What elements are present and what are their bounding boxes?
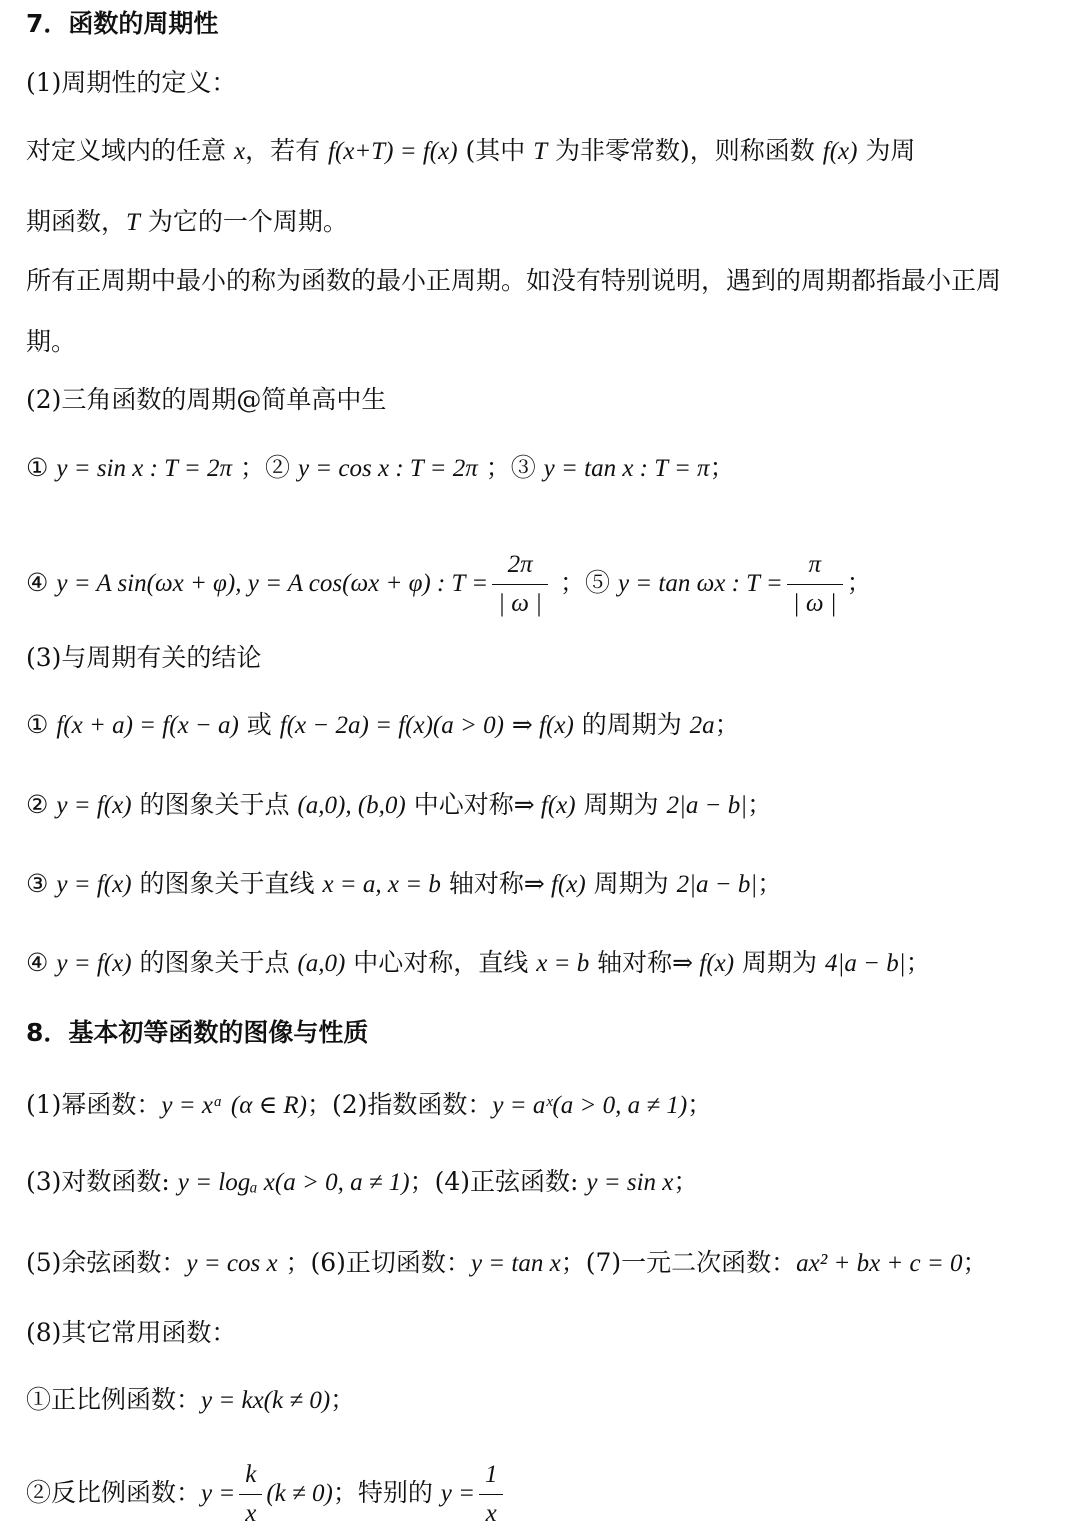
text-run: ②反比例函数：	[26, 1478, 202, 1507]
text-run: ；	[905, 948, 931, 977]
text-run: ；	[714, 710, 740, 739]
math-formula: (a,0), (b,0)	[297, 792, 406, 819]
math-formula: (k ≠ 0)	[266, 1480, 333, 1507]
text-run: 所有正周期中最小的称为函数的最小正周期。如没有特别说明，遇到的周期都指最小正周	[26, 266, 1002, 295]
fraction-denominator: x	[239, 1494, 262, 1531]
text-run: 期函数，	[26, 207, 127, 236]
text-run: 周期为	[575, 790, 667, 819]
text-run: ；③	[477, 453, 544, 482]
text-run: 的周期为	[573, 710, 690, 739]
text-run	[504, 710, 512, 739]
math-formula: 2|a − b|	[666, 792, 748, 819]
text-run: (8)其它常用函数：	[26, 1318, 237, 1347]
fraction-denominator: x	[479, 1494, 504, 1531]
fraction	[787, 548, 843, 621]
periodicity-definition-text-cont	[26, 205, 348, 240]
text-run: 对定义域内的任意	[26, 136, 234, 165]
math-formula: y = f(x)	[56, 950, 132, 977]
text-run: (1)幂函数：	[26, 1090, 162, 1119]
math-formula: y = cos x	[186, 1250, 278, 1277]
text-run: 周期为	[734, 948, 825, 977]
text-run: ①	[26, 710, 57, 739]
other-common-functions-title	[26, 1316, 236, 1350]
math-formula: y = aˣ(a > 0, a ≠ 1)	[492, 1092, 688, 1119]
text-run: ；	[747, 790, 773, 819]
inverse-proportion-function	[26, 1458, 507, 1531]
cos-tan-quadratic-functions	[26, 1246, 988, 1281]
text-run: 为非零常数)，则称函数	[547, 136, 823, 165]
text-run: ；	[757, 869, 783, 898]
fraction-numerator: 2π	[507, 551, 533, 578]
fraction-numerator: π	[808, 551, 821, 578]
math-formula: y = sin x	[586, 1169, 674, 1196]
fraction-denominator: | ω |	[492, 584, 548, 621]
math-formula: (a,0)	[297, 950, 346, 977]
fraction	[479, 1458, 504, 1531]
trig-period-items-1-3	[26, 451, 735, 486]
text-run: 或	[238, 710, 280, 739]
periodicity-definition-title	[26, 66, 236, 100]
period-conclusion-3	[26, 867, 782, 902]
math-formula: f(x − 2a) = f(x)(a > 0)	[279, 712, 504, 739]
text-run: 的图象关于点	[131, 790, 298, 819]
log-sine-functions	[26, 1165, 698, 1200]
text-run: (2)三角函数的周期@简单高中生	[26, 385, 387, 414]
text-run: ；	[330, 1385, 356, 1414]
math-formula: ⇒ f(x)	[513, 792, 576, 819]
text-run: ；(2)指数函数：	[306, 1090, 493, 1119]
math-formula: 2a	[689, 712, 715, 739]
text-run: 周期为	[585, 869, 677, 898]
text-run: ①	[26, 453, 57, 482]
math-formula: y = cos x : T = 2π	[297, 455, 478, 482]
text-run: (3)对数函数:	[26, 1167, 178, 1196]
math-formula: x = a, x = b	[322, 871, 441, 898]
text-run: ；	[673, 1167, 699, 1196]
text-run: ；	[962, 1248, 988, 1277]
math-formula: ⇒ f(x)	[511, 712, 574, 739]
period-conclusions-title	[26, 641, 261, 675]
text-run: 的图象关于直线	[131, 869, 323, 898]
math-formula: y = xᵅ	[161, 1092, 223, 1119]
minimum-period-text	[26, 264, 1001, 298]
text-run: ④	[26, 568, 57, 597]
trig-period-items-4-5	[26, 548, 872, 621]
fraction-numerator: 1	[484, 1461, 498, 1488]
text-run: ②	[26, 790, 57, 819]
text-run	[223, 1090, 231, 1119]
text-run: ；	[846, 568, 872, 597]
math-formula: y = f(x)	[56, 792, 132, 819]
text-run: (1)周期性的定义：	[26, 68, 237, 97]
math-formula: ⇒ f(x)	[523, 871, 586, 898]
periodicity-definition-text	[26, 134, 915, 169]
math-formula: y =	[201, 1480, 236, 1507]
text-run: 期。	[26, 327, 77, 356]
text-run: ；特别的	[332, 1478, 441, 1507]
text-run: 为周	[857, 136, 916, 165]
text-run: 中心对称	[405, 790, 514, 819]
fraction	[492, 548, 548, 621]
direct-proportion-function	[26, 1383, 355, 1418]
math-formula: y = tan x : T = π	[543, 455, 710, 482]
text-run: ；	[687, 1090, 713, 1119]
math-formula: y = logₐ x(a > 0, a ≠ 1)	[177, 1169, 410, 1196]
period-conclusion-2	[26, 788, 772, 823]
period-conclusion-4	[26, 946, 931, 981]
section-7-heading	[26, 7, 218, 41]
text-run: 中心对称，直线	[345, 948, 537, 977]
math-formula: f(x)	[822, 138, 858, 165]
fraction	[239, 1458, 262, 1531]
text-run: (其中	[457, 136, 534, 165]
math-formula: y = A sin(ωx + φ), y = A cos(ωx + φ) : T =	[56, 570, 489, 597]
text-run: ，若有	[245, 136, 329, 165]
fraction-numerator: k	[245, 1461, 257, 1488]
math-formula: T	[533, 138, 548, 165]
power-exponential-functions	[26, 1088, 712, 1123]
text-run: 8．基本初等函数的图像与性质	[26, 1018, 369, 1047]
section-8-heading	[26, 1016, 368, 1050]
math-formula: ⇒ f(x)	[672, 950, 735, 977]
text-run: ①正比例函数：	[26, 1385, 202, 1414]
math-formula: y = sin x : T = 2π	[56, 455, 233, 482]
math-formula: 4|a − b|	[824, 950, 906, 977]
fraction-denominator: | ω |	[787, 584, 843, 621]
math-formula: y = f(x)	[56, 871, 132, 898]
math-formula: x = b	[536, 950, 590, 977]
trig-period-title	[26, 383, 386, 417]
text-run: ；	[709, 453, 735, 482]
text-run: (5)余弦函数：	[26, 1248, 187, 1277]
math-formula: y = tan ωx : T =	[617, 570, 783, 597]
math-formula: y = tan x	[470, 1250, 561, 1277]
text-run: ；②	[232, 453, 298, 482]
period-conclusion-1	[26, 708, 740, 743]
text-run: ④	[26, 948, 57, 977]
math-formula: f(x+T) = f(x)	[328, 138, 458, 165]
text-run: 7．函数的周期性	[26, 9, 219, 38]
math-formula: 2|a − b|	[676, 871, 758, 898]
math-formula: T	[126, 209, 140, 236]
text-run: 的图象关于点	[131, 948, 298, 977]
math-formula: ax² + bx + c = 0	[796, 1250, 963, 1277]
math-formula: y = kx(k ≠ 0)	[201, 1387, 331, 1414]
text-run: 轴对称	[589, 948, 673, 977]
math-formula: x	[233, 138, 246, 165]
math-formula: y =	[440, 1480, 475, 1507]
text-run: 轴对称	[440, 869, 524, 898]
text-run: ③	[26, 869, 57, 898]
text-run: (3)与周期有关的结论	[26, 643, 262, 672]
text-run: ；⑤	[552, 568, 618, 597]
text-run: ；(6)正切函数：	[277, 1248, 471, 1277]
text-run: 为它的一个周期。	[139, 207, 348, 236]
text-run: ；(7)一元二次函数：	[560, 1248, 797, 1277]
text-run: ；(4)正弦函数:	[409, 1167, 587, 1196]
minimum-period-text-cont	[26, 325, 76, 359]
math-formula: f(x + a) = f(x − a)	[56, 712, 239, 739]
math-formula: (α ∈ R)	[230, 1092, 307, 1119]
